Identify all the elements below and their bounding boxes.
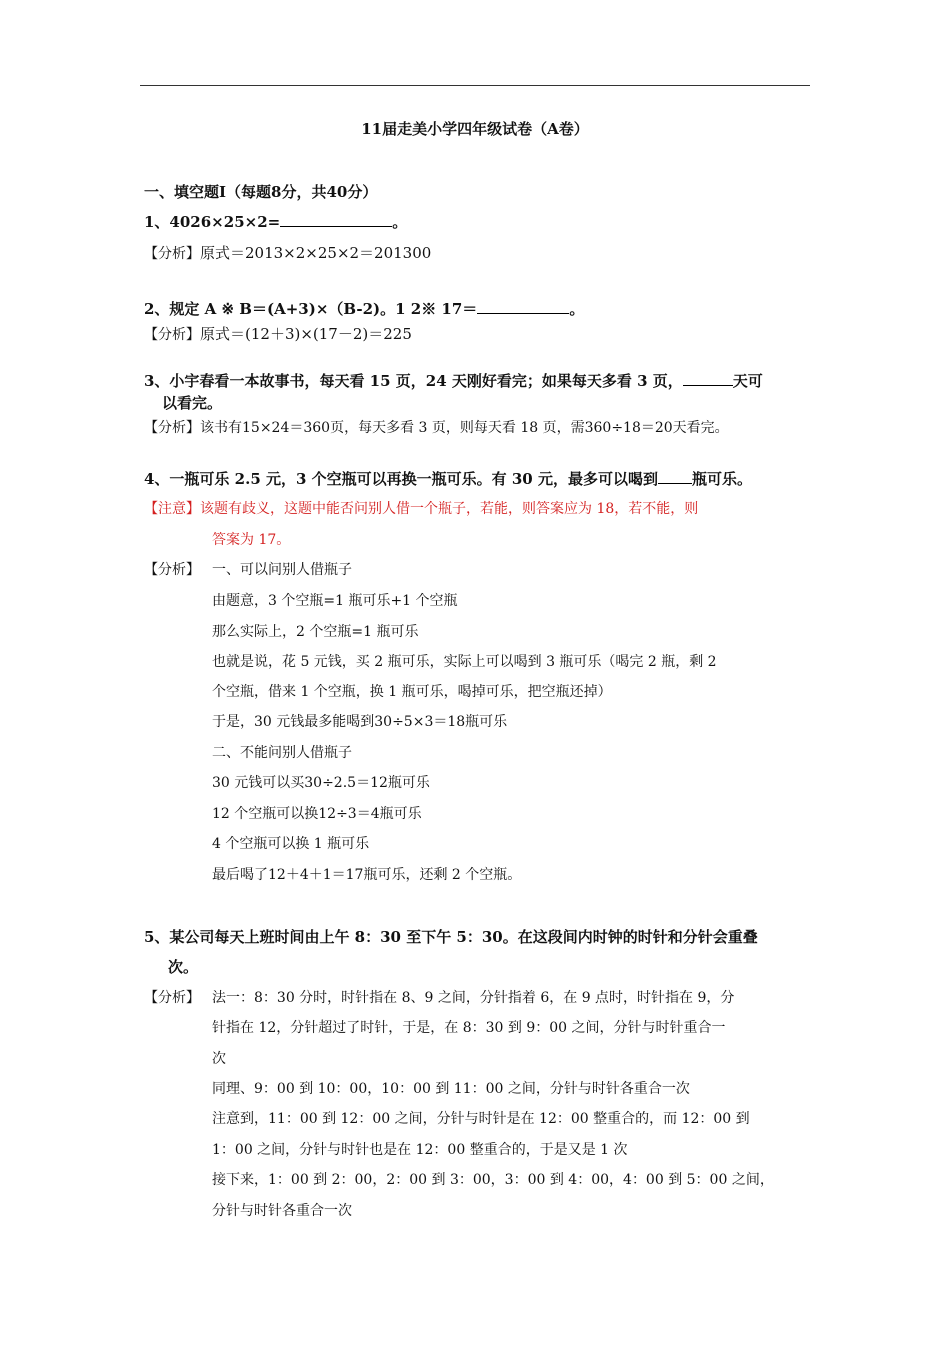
analysis-4-line: 二、不能问别人借瓶子 — [212, 745, 352, 761]
analysis-3 — [144, 417, 729, 437]
analysis-4-line: 4 个空瓶可以换 1 瓶可乐 — [212, 836, 370, 852]
analysis-4-line: 也就是说，花 5 元钱，买 2 瓶可乐，实际上可以喝到 3 瓶可乐（喝完 2 瓶，剩 2 — [212, 654, 717, 670]
analysis-5-line: 法一：8：30 分时，时针指在 8、9 之间，分针指着 6，在 9 点时，时针指在 9，分 — [212, 990, 735, 1006]
analysis-4-line: 12 个空瓶可以换12÷3＝4瓶可乐 — [212, 806, 422, 822]
analysis-4-line: 一、可以问别人借瓶子 — [212, 562, 352, 578]
note-4-text-1: 该题有歧义，这题中能否问别人借一个瓶子，若能，则答案应为 18，若不能，则 — [200, 501, 699, 517]
analysis-5-line: 分针与时针各重合一次 — [212, 1203, 352, 1219]
question-5: 5、某公司每天上班时间由上午 8：30 至下午 5：30。在这段间内时钟的时针和分针会重叠 — [144, 928, 758, 946]
analysis-1-text: 原式＝2013×2×25×2＝201300 — [200, 244, 432, 262]
question-2-tail: 。 — [569, 300, 585, 318]
analysis-5-line: 次 — [212, 1051, 226, 1067]
question-4 — [144, 468, 752, 489]
answer-blank — [658, 469, 692, 484]
question-2 — [144, 298, 584, 319]
question-1-tail: 。 — [392, 213, 408, 231]
analysis-5-line: 针指在 12，分针超过了时针，于是，在 8：30 到 9：00 之间，分针与时针重合一 — [212, 1020, 726, 1036]
analysis-tag: 【分析】 — [144, 990, 200, 1006]
note-tag: 【注意】 — [144, 501, 200, 517]
analysis-4-line: 最后喝了12＋4＋1＝17瓶可乐，还剩 2 个空瓶。 — [212, 867, 522, 883]
analysis-5-line: 同理、9：00 到 10：00，10：00 到 11：00 之间，分针与时针各重合一次 — [212, 1081, 690, 1097]
analysis-5-line: 1：00 之间，分针与时针也是在 12：00 整重合的，于是又是 1 次 — [212, 1142, 628, 1158]
analysis-5-line: 接下来，1：00 到 2：00，2：00 到 3：00，3：00 到 4：00，4：00 到 5：00 之间， — [212, 1172, 774, 1188]
answer-blank — [477, 299, 569, 314]
note-4 — [144, 498, 698, 518]
question-2-stem: 2、规定 A ※ B＝(A+3)×（B-2)。1 2※ 17＝ — [144, 300, 478, 318]
analysis-3-text: 该书有15×24＝360页，每天多看 3 页，则每天看 18 页，需360÷18＝20天看完。 — [200, 420, 729, 436]
analysis-tag: 【分析】 — [144, 420, 200, 436]
question-4-stem-tail: 瓶可乐。 — [691, 470, 752, 488]
analysis-2-text: 原式＝(12＋3)×(17－2)＝225 — [200, 325, 412, 343]
analysis-4-line: 那么实际上，2 个空瓶=1 瓶可乐 — [212, 624, 419, 640]
analysis-1 — [144, 242, 431, 263]
page-title: 11届走美小学四年级试卷（A卷） — [361, 120, 589, 138]
answer-blank — [280, 212, 392, 227]
question-1 — [144, 211, 407, 232]
answer-blank — [683, 371, 733, 386]
analysis-4-line: 由题意，3 个空瓶=1 瓶可乐+1 个空瓶 — [212, 593, 458, 609]
note-4-text-2: 答案为 17。 — [212, 532, 291, 548]
analysis-tag: 【分析】 — [144, 327, 200, 343]
analysis-2 — [144, 323, 412, 344]
question-5-continued: 次。 — [168, 958, 199, 976]
question-3 — [144, 370, 763, 391]
section-heading: 一、填空题Ⅰ（每题8分，共40分） — [144, 183, 378, 201]
analysis-4-line: 30 元钱可以买30÷2.5＝12瓶可乐 — [212, 775, 430, 791]
question-4-stem: 4、一瓶可乐 2.5 元，3 个空瓶可以再换一瓶可乐。有 30 元，最多可以喝到 — [144, 470, 658, 488]
analysis-4-line: 个空瓶，借来 1 个空瓶，换 1 瓶可乐，喝掉可乐，把空瓶还掉） — [212, 684, 612, 700]
question-3-stem-tail: 天可 — [732, 372, 763, 390]
question-3-continued: 以看完。 — [162, 394, 223, 412]
analysis-tag: 【分析】 — [144, 246, 200, 262]
analysis-4-line: 于是，30 元钱最多能喝到30÷5×3＝18瓶可乐 — [212, 714, 508, 730]
question-3-stem: 3、小宇春看一本故事书，每天看 15 页，24 天刚好看完；如果每天多看 3 页， — [144, 372, 683, 390]
analysis-tag: 【分析】 — [144, 562, 200, 578]
question-1-stem: 1、4026×25×2= — [144, 213, 281, 231]
analysis-5-line: 注意到，11：00 到 12：00 之间，分针与时针是在 12：00 整重合的，而 12：00 到 — [212, 1111, 750, 1127]
top-rule — [140, 85, 810, 86]
